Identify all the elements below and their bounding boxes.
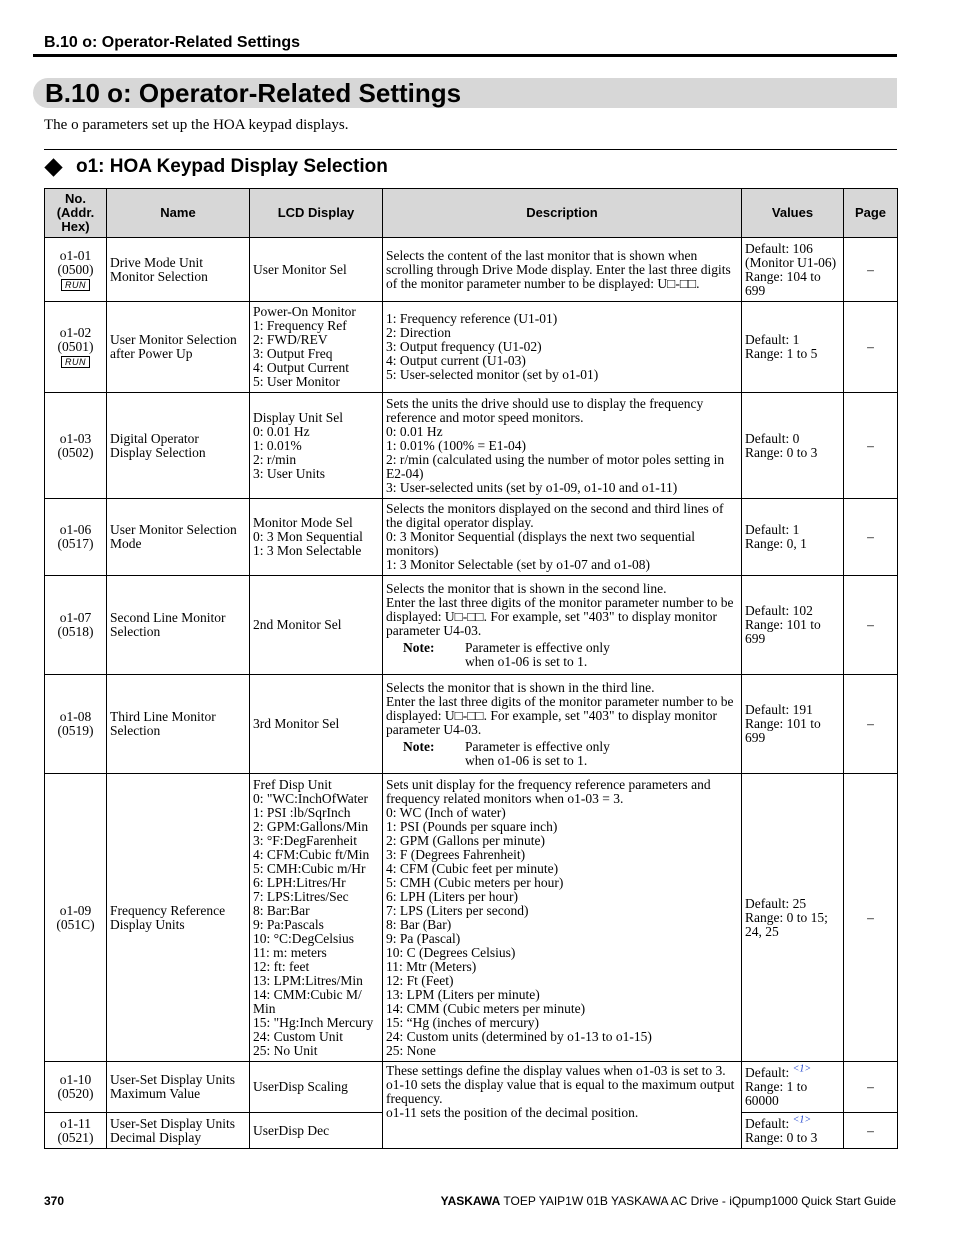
values: Default: 191 Range: 101 to 699: [742, 675, 844, 774]
page-ref: –: [844, 1113, 898, 1149]
page-ref: –: [844, 774, 898, 1062]
subsection-heading: [44, 154, 388, 180]
lcd-display: UserDisp Scaling: [250, 1062, 383, 1113]
table-row: [45, 302, 898, 393]
col-header-name: Name: [107, 189, 250, 238]
table-row: [45, 576, 898, 675]
table-row: [45, 238, 898, 302]
note: [386, 641, 738, 669]
col-header-page: Page: [844, 189, 898, 238]
page-ref: –: [844, 576, 898, 675]
lcd-display: UserDisp Dec: [250, 1113, 383, 1149]
table-row: [45, 1062, 898, 1113]
table-row: [45, 675, 898, 774]
values: Range: 1 to 60000: [745, 1079, 808, 1108]
page-ref: –: [844, 499, 898, 576]
param-name: Second Line Monitor Selection: [107, 576, 250, 675]
values-default-label: Default:: [745, 1115, 790, 1131]
table-row: [45, 774, 898, 1062]
param-name: User-Set Display Units Decimal Display: [107, 1113, 250, 1149]
page-ref: –: [844, 675, 898, 774]
col-header-description: Description: [383, 189, 742, 238]
table-row: [45, 393, 898, 499]
page-ref: –: [844, 302, 898, 393]
param-number: o1-10 (0520): [45, 1062, 107, 1113]
run-badge: RUN: [61, 356, 90, 368]
header-rule: [33, 54, 897, 57]
param-number: o1-08 (0519): [45, 675, 107, 774]
footnote-ref-link[interactable]: <1>: [792, 1063, 812, 1075]
values-default-label: Default:: [745, 1065, 790, 1080]
param-name: Frequency Reference Display Units: [107, 774, 250, 1062]
param-name: Third Line Monitor Selection: [107, 675, 250, 774]
footer-brand: YASKAWA: [440, 1194, 501, 1208]
lcd-display: Display Unit Sel 0: 0.01 Hz 1: 0.01% 2: r/min 3: User Units: [250, 393, 383, 499]
footer-doc-title: TOEP YAIP1W 01B YASKAWA AC Drive - iQpump1000 Quick Start Guide: [503, 1194, 896, 1208]
param-name: User-Set Display Units Maximum Value: [107, 1062, 250, 1113]
note-label: Note:: [403, 639, 435, 655]
param-name: User Monitor Selection after Power Up: [107, 302, 250, 393]
param-name: Digital Operator Display Selection: [107, 393, 250, 499]
description: Selects the monitor that is shown in the third line. Enter the last three digits of the monitor parameter number to be displayed: U□-□□. For example, set "403" to display monitor parameter U4-03.: [386, 679, 734, 737]
description-cell: [383, 576, 742, 675]
footer-document: [441, 1194, 896, 1208]
table-header-row: [45, 189, 898, 238]
intro-text: The o parameters set up the HOA keypad displays.: [44, 117, 349, 133]
lcd-display: 3rd Monitor Sel: [250, 675, 383, 774]
param-number: o1-03 (0502): [45, 393, 107, 499]
param-name: Drive Mode Unit Monitor Selection: [107, 238, 250, 302]
lcd-display: Fref Disp Unit 0: "WC:InchOfWater 1: PSI :lb/SqrInch 2: GPM:Gallons/Min 3: °F:DegFarenheit 4: CFM:Cubic ft/Min 5: CMH:Cubic m/Hr 6: LPH:Litres/Hr 7: LPS:Litres/Sec 8: Bar:Bar 9: Pa:Pascals 10: °C:DegCelsius 11: m: meters 12: ft: feet 13: LPM:Litres/Min 14: CMM:Cubic M/ Min 15: "Hg:Inch Mercury 24: Custom Unit 25: No Unit: [250, 774, 383, 1062]
param-number: o1-07 (0518): [45, 576, 107, 675]
table-row: [45, 499, 898, 576]
values: Default: 106 (Monitor U1-06) Range: 104 to 699: [742, 238, 844, 302]
values: Range: 0 to 3: [745, 1129, 818, 1145]
parameter-table: [44, 188, 898, 1149]
param-number-cell: [45, 302, 107, 393]
subsection-rule: [44, 149, 897, 150]
page-ref: –: [844, 238, 898, 302]
param-number: o1-02 (0501): [57, 325, 94, 354]
note-label: Note:: [403, 738, 435, 754]
section-title: B.10 o: Operator-Related Settings: [45, 78, 462, 108]
param-number: o1-01 (0500): [57, 247, 94, 277]
values: Default: 0 Range: 0 to 3: [742, 393, 844, 499]
col-header-no: No. (Addr. Hex): [45, 189, 107, 238]
run-badge: RUN: [61, 279, 90, 291]
description: Selects the monitors displayed on the second and third lines of the digital operator display. 0: 3 Monitor Sequential (displays the next two sequential monitors) 1: 3 Monitor Selectable (set by o1-07 and o1-08): [383, 499, 742, 576]
description-cell: [383, 675, 742, 774]
description: Selects the monitor that is shown in the second line. Enter the last three digits of the monitor parameter number to be displayed: U□-□□. For example, set "403" to display monitor parameter U4-03.: [386, 580, 734, 638]
description: Sets the units the drive should use to display the frequency reference and motor speed monitors. 0: 0.01 Hz 1: 0.01% (100% = E1-04) 2: r/min (calculated using the number of motor poles setting in E2-04) 3: User-selected units (set by o1-09, o1-10 and o1-11): [383, 393, 742, 499]
note-text: Parameter is effective only when o1-06 is set to 1.: [465, 639, 610, 669]
values: Default: 1 Range: 0, 1: [742, 499, 844, 576]
subsection-title: o1: HOA Keypad Display Selection: [76, 156, 388, 177]
description: These settings define the display values when o1-03 is set to 3. o1-10 sets the display value that is equal to the maximum output frequency. o1-11 sets the position of the decimal position.: [383, 1062, 742, 1149]
param-number: o1-11 (0521): [45, 1113, 107, 1149]
values-cell: [742, 1113, 844, 1149]
param-number-cell: [45, 238, 107, 302]
col-header-values: Values: [742, 189, 844, 238]
page-number: 370: [44, 1194, 65, 1208]
section-title-bar: [33, 78, 897, 108]
values: Default: 1 Range: 1 to 5: [742, 302, 844, 393]
lcd-display: 2nd Monitor Sel: [250, 576, 383, 675]
diamond-bullet-icon: [44, 158, 62, 176]
running-head: B.10 o: Operator-Related Settings: [44, 34, 301, 51]
page-ref: –: [844, 393, 898, 499]
col-header-lcd: LCD Display: [250, 189, 383, 238]
values: Default: 102 Range: 101 to 699: [742, 576, 844, 675]
note: [386, 740, 738, 768]
lcd-display: Power-On Monitor 1: Frequency Ref 2: FWD/REV 3: Output Freq 4: Output Current 5: User Monitor: [250, 302, 383, 393]
description: Selects the content of the last monitor that is shown when scrolling through Drive Mode display. Enter the last three digits of the monitor parameter number to be displayed: U□-□□.: [383, 238, 742, 302]
param-number: o1-09 (051C): [45, 774, 107, 1062]
note-text: Parameter is effective only when o1-06 is set to 1.: [465, 738, 610, 768]
lcd-display: User Monitor Sel: [250, 238, 383, 302]
page-ref: –: [844, 1062, 898, 1113]
description: 1: Frequency reference (U1-01) 2: Direction 3: Output frequency (U1-02) 4: Output current (U1-03) 5: User-selected monitor (set by o1-01): [383, 302, 742, 393]
values-cell: [742, 1062, 844, 1113]
footnote-ref-link[interactable]: <1>: [792, 1114, 812, 1125]
description: Sets unit display for the frequency reference parameters and frequency related monitors when o1-03 = 3. 0: WC (Inch of water) 1: PSI (Pounds per square inch) 2: GPM (Gallons per minute) 3: F (Degrees Fahrenheit) 4: CFM (Cubic feet per minute) 5: CMH (Cubic meters per hour) 6: LPH (Liters per hour) 7: LPS (Liters per second) 8: Bar (Bar) 9: Pa (Pascal) 10: C (Degrees Celsius) 11: Mtr (Meters) 12: Ft (Feet) 13: LPM (Liters per minute) 14: CMM (Cubic meters per minute) 15: “Hg (inches of mercury) 24: Custom units (determined by o1-13 to o1-15) 25: None: [383, 774, 742, 1062]
lcd-display: Monitor Mode Sel 0: 3 Mon Sequential 1: 3 Mon Selectable: [250, 499, 383, 576]
values: Default: 25 Range: 0 to 15; 24, 25: [742, 774, 844, 1062]
param-number: o1-06 (0517): [45, 499, 107, 576]
param-name: User Monitor Selection Mode: [107, 499, 250, 576]
